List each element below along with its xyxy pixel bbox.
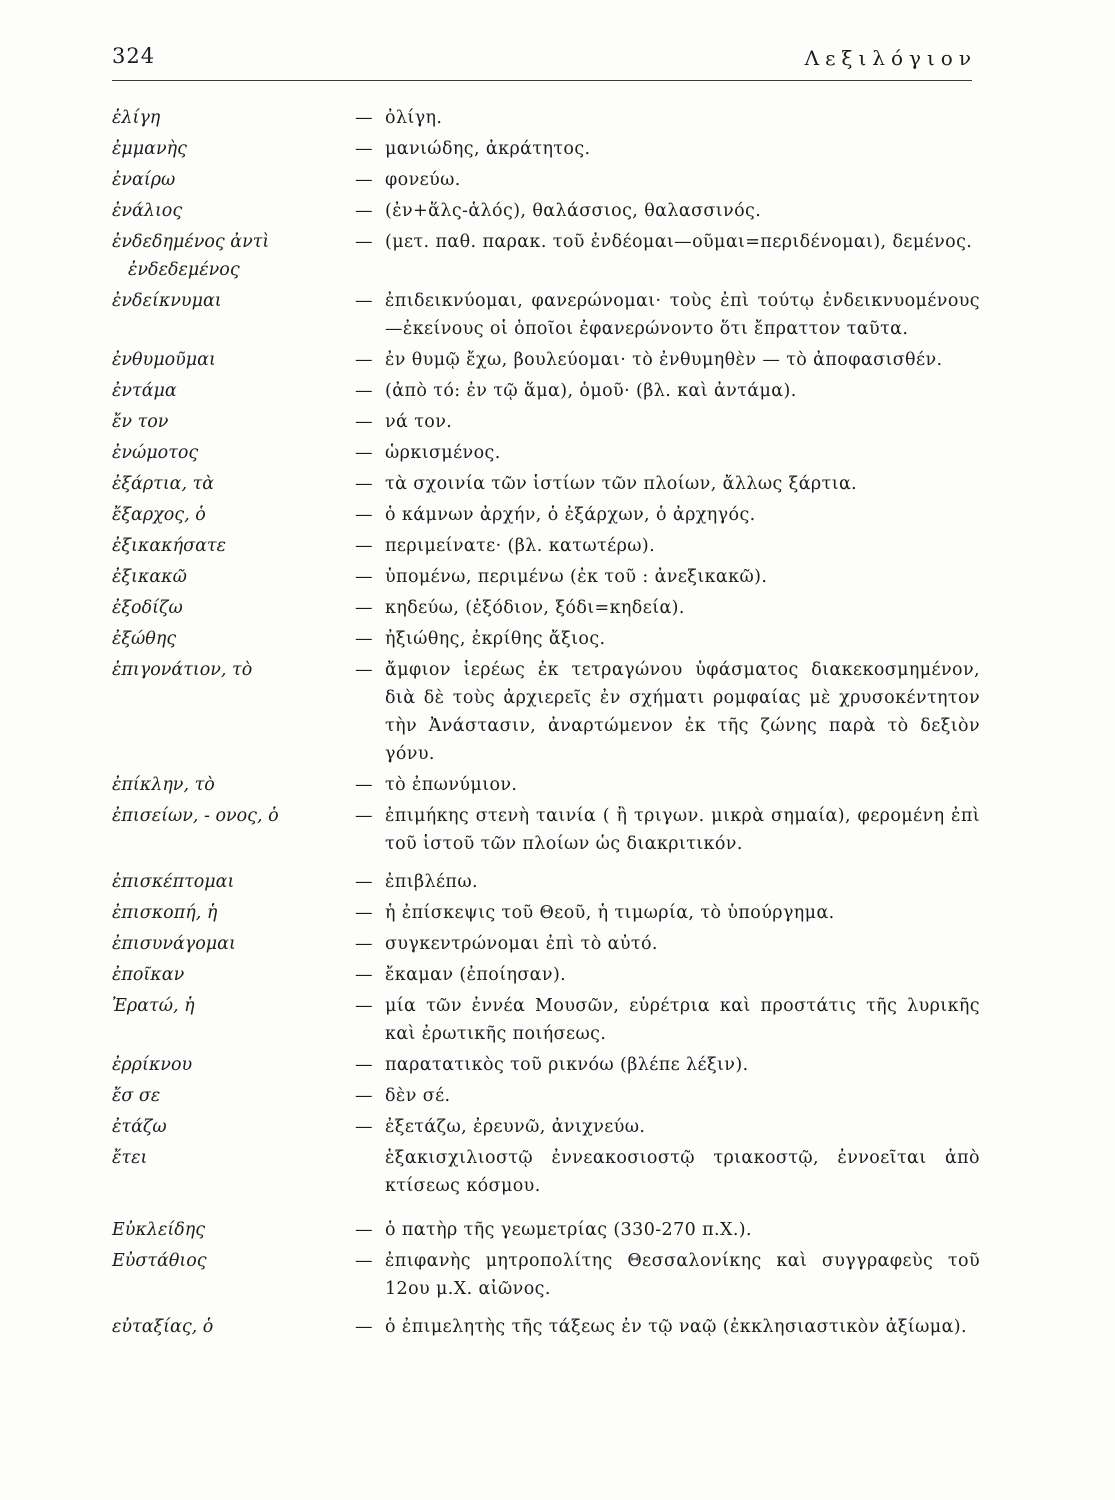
glossary-entry [112,625,980,653]
definition: φονεύω. [385,170,461,190]
headword: ἐνθυμοῦμαι [112,350,216,370]
headword: ἐξικακῶ [112,567,187,587]
definition: ἐν θυμῷ ἔχω, βουλεύομαι· τὸ ἐνθυμηθὲν — τὸ ἀποφασισθέν. [385,350,943,370]
definition: (ἀπὸ τό: ἐν τῷ ἅμα), ὁμοῦ· (βλ. καὶ ἀντάμα). [385,381,797,401]
headword: ἔτει [112,1148,148,1168]
headword: ἐνώμοτος [112,443,199,463]
glossary-entry [112,1247,980,1303]
glossary-entry [112,1216,980,1244]
headword: ἐξοδίζω [112,598,183,618]
entry-dash: — [355,232,373,252]
headword: ἐτάζω [112,1117,167,1137]
headword: ἐρρίκνου [112,1055,193,1075]
definition: ἐπιβλέπω. [385,872,478,892]
headword: ἔξαρχος, ὁ [112,505,206,525]
glossary-entry [112,930,980,958]
definition: ὁ πατὴρ τῆς γεωμετρίας (330-270 π.Χ.). [385,1220,752,1240]
definition: μανιώδης, ἀκράτητος. [385,139,591,159]
entry-dash: — [355,381,373,401]
definition: ἑξακισχιλιοστῷ ἐννεακοσιοστῷ τριακοστῷ, ἐννοεῖται ἀπὸ κτίσεως κόσμου. [385,1148,980,1196]
entry-dash: — [355,505,373,525]
entry-dash: — [355,108,373,128]
glossary-entry [112,656,980,768]
headword: ἐξικακήσατε [112,536,226,556]
entry-dash: — [355,965,373,985]
glossary-entry [112,1051,980,1079]
entry-dash: — [355,412,373,432]
glossary-list [112,104,980,1341]
entry-dash: — [355,660,373,680]
glossary-entry [112,992,980,1048]
headword: Ἐρατώ, ἡ [112,996,195,1016]
entry-dash: — [355,139,373,159]
headword: ἐλίγη [112,108,161,128]
definition: περιμείνατε· (βλ. κατωτέρω). [385,536,656,556]
entry-dash: — [355,629,373,649]
page-header [112,44,977,78]
definition: δὲν σέ. [385,1086,451,1106]
entry-dash: — [355,1117,373,1137]
headword: εὐταξίας, ὁ [112,1317,214,1337]
headword: ἐπισυνάγομαι [112,934,236,954]
definition: ἐξετάζω, ἐρευνῶ, ἀνιχνεύω. [385,1117,646,1137]
definition: μία τῶν ἐννέα Μουσῶν, εὑρέτρια καὶ προστάτις τῆς λυρικῆς καὶ ἐρωτικῆς ποιήσεως. [385,996,980,1044]
glossary-entry [112,470,980,498]
entry-dash: — [355,1086,373,1106]
entry-dash: — [355,443,373,463]
entry-dash: — [355,903,373,923]
entry-dash: — [355,170,373,190]
glossary-entry [112,1313,980,1341]
glossary-entry [112,868,980,896]
definition: ἐπιδεικνύομαι, φανερώνομαι· τοὺς ἐπὶ τούτῳ ἐνδεικνυομένους—ἐκείνους οἱ ὁποῖοι ἐφανερώνοντο ὅτι ἔπραττον ταῦτα. [385,291,980,339]
glossary-entry [112,594,980,622]
entry-dash: — [355,934,373,954]
entry-dash: — [355,872,373,892]
glossary-entry [112,197,980,225]
definition: ὀλίγη. [385,108,443,128]
glossary-entry [112,961,980,989]
headword [112,228,355,284]
glossary-entry [112,899,980,927]
headword: ἐπίκλην, τὸ [112,775,215,795]
headword-continuation: ἐνδεδεμένος [128,260,240,280]
definition: ἠξιώθης, ἐκρίθης ἄξιος. [385,629,606,649]
definition: ὁ ἐπιμελητὴς τῆς τάξεως ἐν τῷ ναῷ (ἐκκλησιαστικὸν ἀξίωμα). [385,1317,967,1337]
entry-dash: — [355,1251,373,1271]
headword: ἐμμανὴς [112,139,187,159]
definition: (μετ. παθ. παρακ. τοῦ ἐνδέομαι—οῦμαι=περιδένομαι), δεμένος. [385,232,973,252]
glossary-entry [112,439,980,467]
definition: ἐπιφανὴς μητροπολίτης Θεσσαλονίκης καὶ συγγραφεὺς τοῦ 12ου μ.Χ. αἰῶνος. [385,1251,980,1299]
page-number: 324 [112,44,156,68]
headword: Εὐκλείδης [112,1220,206,1240]
glossary-entry [112,135,980,163]
entry-dash: — [355,598,373,618]
entry-dash: — [355,775,373,795]
entry-dash: — [355,806,373,826]
header-rule [112,80,972,81]
definition: κηδεύω, (ἐξόδιον, ξόδι=κηδεία). [385,598,685,618]
entry-dash: — [355,996,373,1016]
glossary-entry [112,346,980,374]
headword: ἔν τον [112,412,169,432]
definition: ἐπιμήκης στενὴ ταινία ( ἢ τριγων. μικρὰ σημαία), φερομένη ἐπὶ τοῦ ἱστοῦ τῶν πλοίων ὡς διακριτικόν. [385,806,980,854]
headword-line: ἐνδεδημένος ἀντὶ [112,232,270,252]
headword: ἐποῖκαν [112,965,185,985]
definition: τὸ ἐπωνύμιον. [385,775,518,795]
headword: ἐπισκοπή, ἡ [112,903,218,923]
entry-dash: — [355,201,373,221]
definition: συγκεντρώνομαι ἐπὶ τὸ αὐτό. [385,934,658,954]
glossary-entry [112,802,980,858]
entry-dash: — [355,1317,373,1337]
definition: ἔκαμαν (ἐποίησαν). [385,965,567,985]
definition: παρατατικὸς τοῦ ρικνόω (βλέπε λέξιν). [385,1055,749,1075]
headword: Εὐστάθιος [112,1251,207,1271]
definition: ὁ κάμνων ἀρχήν, ὁ ἐξάρχων, ὁ ἀρχηγός. [385,505,756,525]
glossary-entry [112,377,980,405]
definition: ὑπομένω, περιμένω (ἐκ τοῦ : ἀνεξικακῶ). [385,567,768,587]
entry-dash: — [355,474,373,494]
glossary-entry [112,104,980,132]
definition: ἡ ἐπίσκεψις τοῦ Θεοῦ, ἡ τιμωρία, τὸ ὑπούργημα. [385,903,835,923]
glossary-entry [112,771,980,799]
glossary-entry [112,166,980,194]
headword: ἐνάλιος [112,201,183,221]
headword: ἐπισείων, - ονος, ὁ [112,806,279,826]
glossary-entry [112,563,980,591]
definition: τὰ σχοινία τῶν ἱστίων τῶν πλοίων, ἄλλως ξάρτια. [385,474,858,494]
headword: ἐναίρω [112,170,176,190]
definition: ἄμφιον ἱερέως ἐκ τετραγώνου ὑφάσματος διακεκοσμημένον, διὰ δὲ τοὺς ἀρχιερεῖς ἐν σχήματι ρομφαίας μὲ χρυσοκέντητον τὴν Ἀνάστασιν, ἀναρτώμενον ἐκ τῆς ζώνης παρὰ τὸ δεξιὸν γόνυ. [385,660,980,764]
definition: ὡρκισμένος. [385,443,501,463]
glossary-entry [112,228,980,284]
entry-dash: — [355,536,373,556]
glossary-entry [112,1144,980,1200]
headword: ἔσ σε [112,1086,161,1106]
entry-dash: — [355,291,373,311]
headword: ἐπιγονάτιον, τὸ [112,660,253,680]
running-title: Λεξιλόγιον [804,46,977,70]
glossary-entry [112,501,980,529]
entry-dash: — [355,350,373,370]
headword: ἐνδείκνυμαι [112,291,222,311]
glossary-entry [112,287,980,343]
glossary-entry [112,1113,980,1141]
headword: ἐπισκέπτομαι [112,872,235,892]
definition: νά τον. [385,412,453,432]
headword: ἐντάμα [112,381,177,401]
glossary-entry [112,1082,980,1110]
glossary-entry [112,408,980,436]
entry-dash: — [355,567,373,587]
glossary-entry [112,532,980,560]
definition: (ἐν+ἅλς-ἁλός), θαλάσσιος, θαλασσινός. [385,201,762,221]
headword: ἐξάρτια, τὰ [112,474,215,494]
headword: ἐξώθης [112,629,177,649]
entry-dash: — [355,1055,373,1075]
entry-dash: — [355,1220,373,1240]
